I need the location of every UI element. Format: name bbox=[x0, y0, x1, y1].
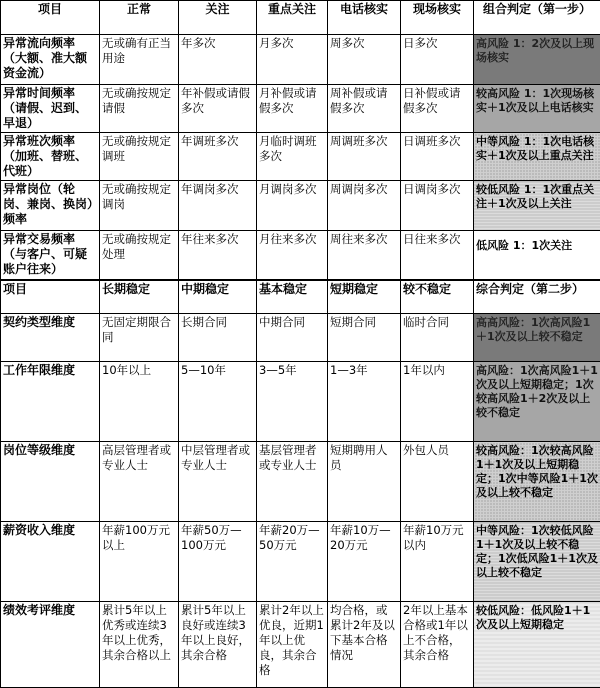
cell: 周往来多次 bbox=[328, 231, 401, 280]
cell: 累计5年以上优秀或连续3年以上优秀，其余合格以上 bbox=[100, 602, 179, 688]
row-label: 契约类型维度 bbox=[1, 314, 100, 362]
judgement-cell: 中等风险：1次较低风险1＋1次及以上较不稳定；1次低风险1＋1次及以上较不稳定 bbox=[474, 522, 600, 602]
judgement-cell: 高高风险：1次高风险1＋1次及以上较不稳定 bbox=[474, 314, 600, 362]
cell: 日补假或请假多次 bbox=[401, 85, 474, 133]
cell: 无固定期限合同 bbox=[100, 314, 179, 362]
cell: 年薪50万—100万元 bbox=[179, 522, 257, 602]
cell: 周调班多次 bbox=[328, 133, 401, 181]
header-attention: 关注 bbox=[179, 1, 257, 35]
cell: 日调班多次 bbox=[401, 133, 474, 181]
cell: 10年以上 bbox=[100, 362, 179, 442]
cell: 高层管理者或专业人士 bbox=[100, 442, 179, 522]
judgement-cell: 较低风险 1：1次重点关注＋1次及以上关注 bbox=[474, 181, 600, 231]
row-label: 异常交易频率（与客户、可疑账户往来） bbox=[1, 231, 100, 280]
judgement-cell: 高风险 1：2次及以上现场核实 bbox=[474, 35, 600, 85]
cell: 基层管理者或专业人士 bbox=[257, 442, 328, 522]
cell: 短期合同 bbox=[328, 314, 401, 362]
table-row bbox=[1, 35, 600, 85]
judgement-cell: 高风险：1次高风险1＋1次及以上短期稳定；1次较高风险1＋2次及以上较不稳定 bbox=[474, 362, 600, 442]
cell: 月补假或请假多次 bbox=[257, 85, 328, 133]
cell: 临时合同 bbox=[401, 314, 474, 362]
cell: 累计5年以上良好或连续3年以上良好，其余合格 bbox=[179, 602, 257, 688]
header-mid-term-stable: 中期稳定 bbox=[179, 280, 257, 314]
judgement-cell: 较高风险 1：1次现场核实＋1次及以上电话核实 bbox=[474, 85, 600, 133]
cell: 无或确按规定调岗 bbox=[100, 181, 179, 231]
cell: 无或确按规定请假 bbox=[100, 85, 179, 133]
cell: 日多次 bbox=[401, 35, 474, 85]
cell: 1—3年 bbox=[328, 362, 401, 442]
cell: 年薪100万元以上 bbox=[100, 522, 179, 602]
judgement-cell: 较高风险：1次较高风险1＋1次及以上短期稳定；1次中等风险1＋1次及以上较不稳定 bbox=[474, 442, 600, 522]
cell: 日往来多次 bbox=[401, 231, 474, 280]
row-label: 岗位等级维度 bbox=[1, 442, 100, 522]
cell: 年薪10万元以内 bbox=[401, 522, 474, 602]
cell: 无或确有正当用途 bbox=[100, 35, 179, 85]
cell: 短期聘用人员 bbox=[328, 442, 401, 522]
cell: 中层管理者或专业人士 bbox=[179, 442, 257, 522]
header-combined-judgement-2: 综合判定（第二步） bbox=[474, 280, 600, 314]
row-label: 异常时间频率（请假、迟到、早退） bbox=[1, 85, 100, 133]
header-normal: 正常 bbox=[100, 1, 179, 35]
table-row bbox=[1, 85, 600, 133]
judgement-cell: 较低风险：低风险1＋1次及以上短期稳定 bbox=[474, 602, 600, 688]
cell: 外包人员 bbox=[401, 442, 474, 522]
row-label: 异常班次频率（加班、替班、代班） bbox=[1, 133, 100, 181]
cell: 周调岗多次 bbox=[328, 181, 401, 231]
header-key-attention: 重点关注 bbox=[257, 1, 328, 35]
cell: 无或确按规定处理 bbox=[100, 231, 179, 280]
cell: 5—10年 bbox=[179, 362, 257, 442]
header-short-term-stable: 短期稳定 bbox=[328, 280, 401, 314]
cell: 月往来多次 bbox=[257, 231, 328, 280]
cell: 年多次 bbox=[179, 35, 257, 85]
cell: 月临时调班多次 bbox=[257, 133, 328, 181]
table-row bbox=[1, 362, 600, 442]
header-long-term-stable: 长期稳定 bbox=[100, 280, 179, 314]
cell: 长期合同 bbox=[179, 314, 257, 362]
cell: 年调岗多次 bbox=[179, 181, 257, 231]
header-unstable: 较不稳定 bbox=[401, 280, 474, 314]
table-row bbox=[1, 602, 600, 688]
row-label: 工作年限维度 bbox=[1, 362, 100, 442]
judgement-cell: 中等风险 1：1次电话核实＋1次及以上重点关注 bbox=[474, 133, 600, 181]
cell: 年薪10万—20万元 bbox=[328, 522, 401, 602]
cell: 年调班多次 bbox=[179, 133, 257, 181]
table-row bbox=[1, 133, 600, 181]
cell: 月多次 bbox=[257, 35, 328, 85]
header-item: 项目 bbox=[1, 1, 100, 35]
table-row bbox=[1, 231, 600, 280]
cell: 均合格，或累计2年及以下基本合格情况 bbox=[328, 602, 401, 688]
cell: 中期合同 bbox=[257, 314, 328, 362]
cell: 累计2年以上优良，近期1年以上优良，其余合格 bbox=[257, 602, 328, 688]
judgement-cell: 低风险 1：1次关注 bbox=[474, 231, 600, 280]
cell: 年补假或请假多次 bbox=[179, 85, 257, 133]
header-site-check: 现场核实 bbox=[401, 1, 474, 35]
table2-header-row bbox=[1, 280, 600, 314]
table-row bbox=[1, 181, 600, 231]
cell: 日调岗多次 bbox=[401, 181, 474, 231]
cell: 3—5年 bbox=[257, 362, 328, 442]
table-row bbox=[1, 522, 600, 602]
row-label: 绩效考评维度 bbox=[1, 602, 100, 688]
cell: 年薪20万—50万元 bbox=[257, 522, 328, 602]
table1-header-row bbox=[1, 1, 600, 35]
header-phone-check: 电话核实 bbox=[328, 1, 401, 35]
header-item: 项目 bbox=[1, 280, 100, 314]
row-label: 薪资收入维度 bbox=[1, 522, 100, 602]
cell: 2年以上基本合格或1年以上不合格，其余合格 bbox=[401, 602, 474, 688]
header-combined-judgement-1: 组合判定（第一步） bbox=[474, 1, 600, 35]
cell: 年往来多次 bbox=[179, 231, 257, 280]
cell: 周补假或请假多次 bbox=[328, 85, 401, 133]
cell: 无或确按规定调班 bbox=[100, 133, 179, 181]
cell: 1年以内 bbox=[401, 362, 474, 442]
row-label: 异常岗位（轮岗、兼岗、换岗）频率 bbox=[1, 181, 100, 231]
table-row bbox=[1, 314, 600, 362]
cell: 周多次 bbox=[328, 35, 401, 85]
table-row bbox=[1, 442, 600, 522]
header-basic-stable: 基本稳定 bbox=[257, 280, 328, 314]
cell: 月调岗多次 bbox=[257, 181, 328, 231]
row-label: 异常流向频率（大额、准大额资金流） bbox=[1, 35, 100, 85]
